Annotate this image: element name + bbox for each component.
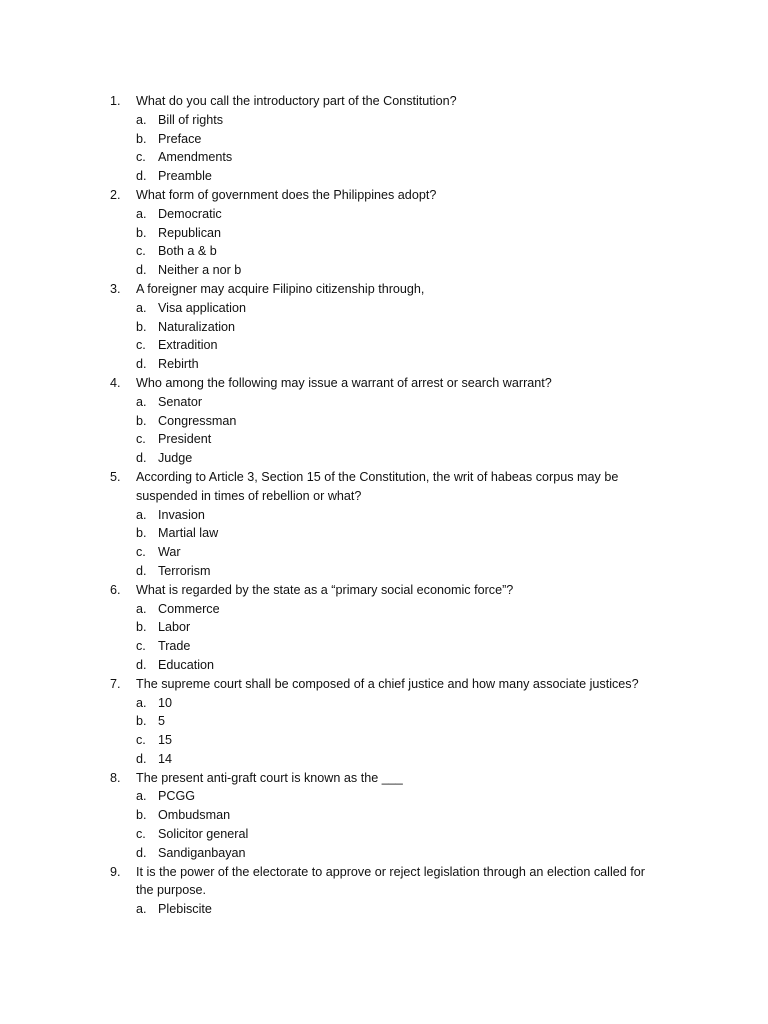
answer-option <box>0 130 768 149</box>
answer-option <box>0 299 768 318</box>
option-letter: d. <box>136 657 147 672</box>
option-text: Rebirth <box>158 357 199 372</box>
option-letter: b. <box>136 225 147 240</box>
question-number: 4. <box>110 375 121 390</box>
answer-option <box>0 600 768 619</box>
answer-option <box>0 543 768 562</box>
option-text: Bill of rights <box>158 112 224 127</box>
question-text: What is regarded by the state as a “primary social economic force”? <box>136 582 514 597</box>
option-text: Naturalization <box>158 319 236 334</box>
option-letter: d. <box>136 751 147 766</box>
answer-option <box>0 806 768 825</box>
question-number: 9. <box>110 864 121 879</box>
question-text: According to Article 3, Section 15 of the Constitution, the writ of habeas corpus may be <box>136 469 619 484</box>
question-text: the purpose. <box>136 883 207 898</box>
option-letter: a. <box>136 394 147 409</box>
answer-option <box>0 844 768 863</box>
option-letter: b. <box>136 620 147 635</box>
option-text: President <box>158 432 212 447</box>
question-line <box>0 581 768 600</box>
question-text: suspended in times of rebellion or what? <box>136 488 362 503</box>
answer-option <box>0 900 768 919</box>
option-letter: a. <box>136 507 147 522</box>
option-letter: c. <box>136 639 146 654</box>
answer-option <box>0 430 768 449</box>
question-line <box>0 186 768 205</box>
question-list <box>0 92 768 919</box>
question-number: 5. <box>110 469 121 484</box>
option-letter: d. <box>136 263 147 278</box>
answer-option <box>0 412 768 431</box>
option-text: Neither a nor b <box>158 263 242 278</box>
option-text: 14 <box>158 751 173 766</box>
option-text: Senator <box>158 394 203 409</box>
question-text: The supreme court shall be composed of a chief justice and how many associate justices? <box>136 676 639 691</box>
option-letter: c. <box>136 244 146 259</box>
question-line <box>0 675 768 694</box>
option-text: Education <box>158 657 215 672</box>
question-text: A foreigner may acquire Filipino citizenship through, <box>136 281 425 296</box>
option-text: Ombudsman <box>158 808 231 823</box>
question-line-continued <box>0 881 768 900</box>
option-text: Congressman <box>158 413 237 428</box>
answer-option <box>0 148 768 167</box>
answer-option <box>0 261 768 280</box>
question-text: It is the power of the electorate to approve or reject legislation through an election called for <box>136 864 645 879</box>
answer-option <box>0 393 768 412</box>
option-text: Judge <box>158 451 193 466</box>
question-number: 7. <box>110 676 121 691</box>
option-letter: d. <box>136 357 147 372</box>
option-text: Extradition <box>158 338 218 353</box>
option-letter: d. <box>136 451 147 466</box>
question-item <box>0 186 768 280</box>
option-letter: d. <box>136 845 147 860</box>
question-line <box>0 769 768 788</box>
question-item <box>0 468 768 581</box>
question-item <box>0 581 768 675</box>
answer-option <box>0 318 768 337</box>
question-number: 6. <box>110 582 121 597</box>
answer-option <box>0 637 768 656</box>
option-letter: b. <box>136 131 147 146</box>
answer-option <box>0 111 768 130</box>
option-text: Commerce <box>158 601 220 616</box>
question-item <box>0 92 768 186</box>
option-letter: a. <box>136 206 147 221</box>
option-text: Invasion <box>158 507 205 522</box>
answer-option <box>0 731 768 750</box>
question-item <box>0 280 768 374</box>
option-letter: c. <box>136 545 146 560</box>
answer-option <box>0 750 768 769</box>
question-number: 8. <box>110 770 121 785</box>
option-text: Amendments <box>158 150 233 165</box>
option-letter: c. <box>136 733 146 748</box>
question-line <box>0 374 768 393</box>
answer-option <box>0 524 768 543</box>
question-text: The present anti-graft court is known as the ___ <box>136 770 403 785</box>
question-number: 1. <box>110 94 121 108</box>
option-text: Terrorism <box>158 563 211 578</box>
option-letter: d. <box>136 563 147 578</box>
answer-option <box>0 355 768 374</box>
answer-option <box>0 506 768 525</box>
option-letter: b. <box>136 413 147 428</box>
answer-option <box>0 618 768 637</box>
answer-option <box>0 694 768 713</box>
question-text: Who among the following may issue a warrant of arrest or search warrant? <box>136 375 552 390</box>
answer-option <box>0 562 768 581</box>
option-text: Preamble <box>158 169 212 184</box>
answer-option <box>0 712 768 731</box>
option-letter: a. <box>136 695 147 710</box>
option-text: War <box>158 545 181 560</box>
option-letter: c. <box>136 338 146 353</box>
question-number: 2. <box>110 187 121 202</box>
answer-option <box>0 825 768 844</box>
option-text: Trade <box>158 639 191 654</box>
question-line <box>0 280 768 299</box>
option-letter: d. <box>136 169 147 184</box>
option-text: Both a & b <box>158 244 217 259</box>
option-letter: a. <box>136 902 147 917</box>
option-letter: c. <box>136 150 146 165</box>
question-item <box>0 769 768 863</box>
answer-option <box>0 167 768 186</box>
question-line-continued <box>0 487 768 506</box>
question-line <box>0 468 768 487</box>
question-text: What form of government does the Philippines adopt? <box>136 187 437 202</box>
answer-option <box>0 787 768 806</box>
question-number: 3. <box>110 281 121 296</box>
option-text: Preface <box>158 131 202 146</box>
question-line <box>0 92 768 111</box>
option-text: Labor <box>158 620 191 635</box>
option-text: 15 <box>158 733 173 748</box>
option-letter: b. <box>136 526 147 541</box>
answer-option <box>0 656 768 675</box>
answer-option <box>0 242 768 261</box>
option-letter: b. <box>136 714 147 729</box>
option-letter: c. <box>136 827 146 842</box>
option-text: Martial law <box>158 526 219 541</box>
question-line <box>0 863 768 882</box>
option-text: Democratic <box>158 206 222 221</box>
option-text: Republican <box>158 225 222 240</box>
option-text: Sandiganbayan <box>158 845 246 860</box>
answer-option <box>0 449 768 468</box>
option-text: 10 <box>158 695 173 710</box>
answer-option <box>0 205 768 224</box>
option-letter: c. <box>136 432 146 447</box>
option-letter: a. <box>136 300 147 315</box>
option-text: Solicitor general <box>158 827 249 842</box>
option-text: Visa application <box>158 300 246 315</box>
option-letter: b. <box>136 319 147 334</box>
answer-option <box>0 224 768 243</box>
option-text: PCGG <box>158 789 196 804</box>
question-text: What do you call the introductory part of the Constitution? <box>136 94 457 108</box>
option-text: Plebiscite <box>158 902 212 917</box>
option-letter: b. <box>136 808 147 823</box>
option-text: 5 <box>158 714 166 729</box>
option-letter: a. <box>136 789 147 804</box>
answer-option <box>0 336 768 355</box>
question-item <box>0 675 768 769</box>
question-item <box>0 374 768 468</box>
question-item <box>0 863 768 919</box>
option-letter: a. <box>136 112 147 127</box>
option-letter: a. <box>136 601 147 616</box>
